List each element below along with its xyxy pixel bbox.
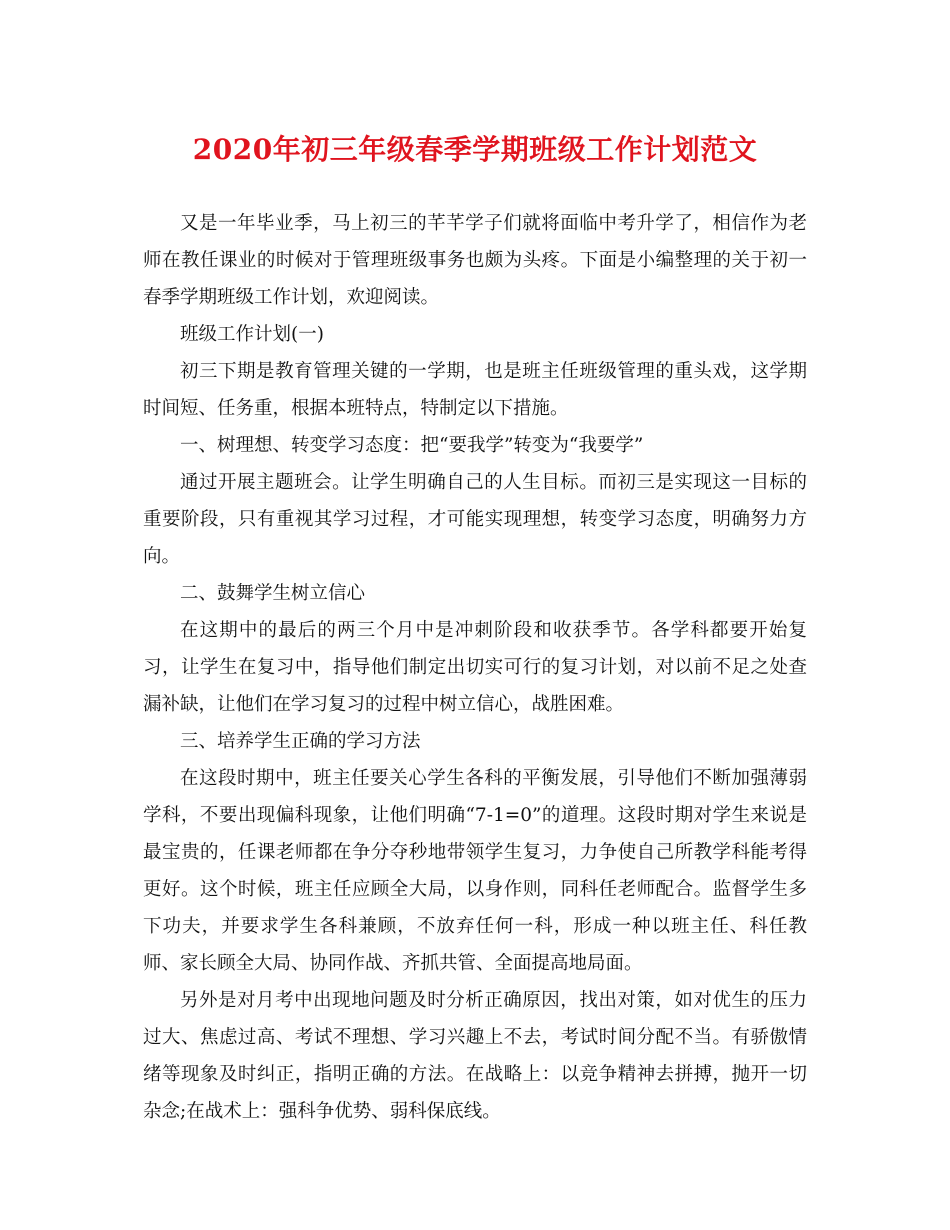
paragraph-additional: 另外是对月考中出现地问题及时分析正确原因，找出对策，如对优生的压力过大、焦虑过高、考试不理想、学习兴趣上不去，考试时间分配不当。有骄傲情绪等现象及时纠正，指明正确的方法。在战略上：以竞争精神去拼搏，抛开一切杂念;在战术上：强科争优势、弱科保底线。 bbox=[143, 990, 807, 1122]
section-heading-1: 一、树理想、转变学习态度：把“要我学”转变为“我要学” bbox=[180, 435, 644, 456]
paragraph-section-3: 在这段时期中，班主任要关心学生各科的平衡发展，引导他们不断加强薄弱学科，不要出现偏科现象，让他们明确“7-1=0”的道理。这段时期对学生来说是最宝贵的，任课老师都在争分夺秒地带领学生复习，力争使自己所教学科能考得更好。这个时候，班主任应顾全大局，以身作则，同科任老师配合。监督学生多下功夫，并要求学生各科兼顾，不放弃任何一科，形成一种以班主任、科任教师、家长顾全大局、协同作战、齐抓共管、全面提高地局面。 bbox=[143, 768, 807, 974]
section-heading-2: 二、鼓舞学生树立信心 bbox=[180, 583, 366, 604]
document-title: 2020年初三年级春季学期班级工作计划范文 bbox=[192, 133, 758, 166]
section-heading-3: 三、培养学生正确的学习方法 bbox=[180, 731, 421, 752]
paragraph-section-2: 在这期中的最后的两三个月中是冲刺阶段和收获季节。各学科都要开始复习，让学生在复习中，指导他们制定出切实可行的复习计划，对以前不足之处查漏补缺，让他们在学习复习的过程中树立信心，战胜困难。 bbox=[143, 620, 807, 715]
paragraph-plan-heading: 班级工作计划(一) bbox=[180, 324, 324, 345]
paragraph-overview: 初三下期是教育管理关键的一学期，也是班主任班级管理的重头戏，这学期时间短、任务重，根据本班特点，特制定以下措施。 bbox=[143, 361, 807, 419]
document-body bbox=[143, 205, 807, 1130]
paragraph-intro: 又是一年毕业季，马上初三的芊芊学子们就将面临中考升学了，相信作为老师在教任课业的时候对于管理班级事务也颇为头疼。下面是小编整理的关于初一春季学期班级工作计划，欢迎阅读。 bbox=[143, 213, 807, 308]
paragraph-section-1: 通过开展主题班会。让学生明确自己的人生目标。而初三是实现这一目标的重要阶段，只有重视其学习过程，才可能实现理想，转变学习态度，明确努力方向。 bbox=[143, 472, 807, 567]
